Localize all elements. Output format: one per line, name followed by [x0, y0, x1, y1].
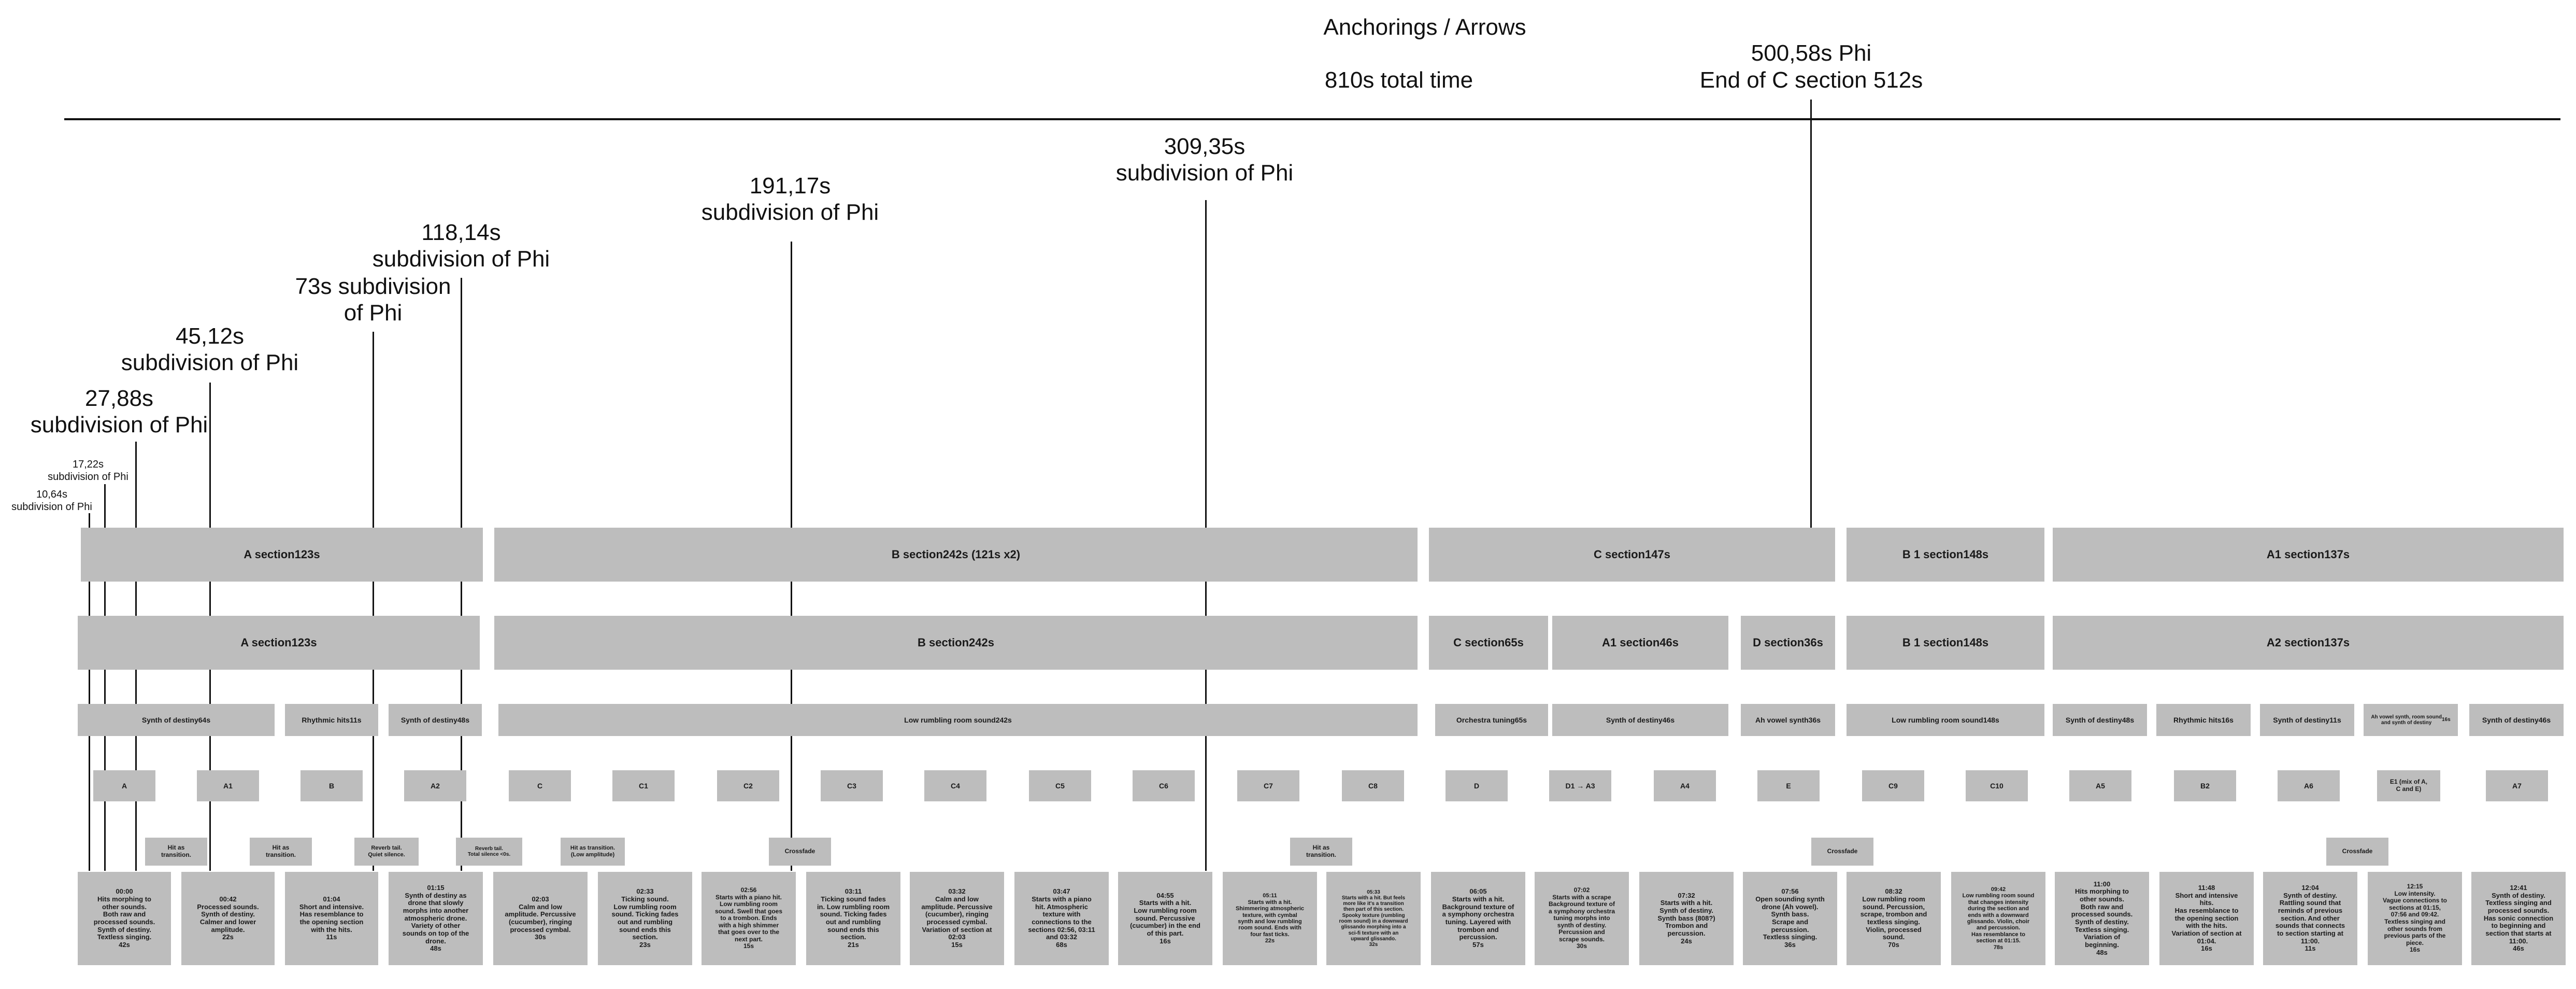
sound-box: Synth of destiny 48s — [2053, 704, 2147, 736]
sound-box: Ah vowel synth, room sound and synth of destiny 16s — [2364, 704, 2458, 736]
part-label: E1 (mix of A, C and E) — [2377, 770, 2440, 801]
description-box: 11:48 Short and intensive hits. Has resemblance to the opening section with the hits. Variation of section at 01:04. 16s — [2159, 872, 2254, 965]
total-time-label: 810s total time — [1324, 67, 1473, 93]
diagram-title: Anchorings / Arrows — [1323, 15, 1526, 40]
description-box: 01:15 Synth of destiny as drone that slowly morphs into another atmospheric drone. Variety of other sounds on top of the drone. 48s — [389, 872, 483, 965]
description-box: 12:15 Low intensity. Vague connections to sections at 01:15, 07:56 and 09:42. Textless singing and other sounds from previous parts of the piece. 16s — [2368, 872, 2462, 965]
subsection-box-a2: A2 section 137s — [2053, 616, 2564, 670]
description-box: 01:04 Short and intensive. Has resemblance to the opening section with the hits. 11s — [285, 872, 378, 965]
subsection-box-a1: A1 section 46s — [1552, 616, 1728, 670]
description-box: 06:05 Starts with a hit. Background texture of a symphony orchestra tuning. Layered with trombon and percussion. 57s — [1431, 872, 1525, 965]
transition-box: Hit as transition. (Low amplitude) — [561, 838, 625, 866]
part-label: C9 — [1862, 770, 1924, 801]
description-box: 11:00 Hits morphing to other sounds. Both raw and processed sounds. Synth of destiny. Textless singing. Variation of beginning. 48s — [2055, 872, 2149, 965]
sound-box: Synth of destiny 48s — [389, 704, 482, 736]
description-box: 07:56 Open sounding synth drone (Ah vowel). Synth bass. Scrape and percussion. Textless singing. 36s — [1743, 872, 1837, 965]
part-label: C4 — [924, 770, 986, 801]
sound-box: Rhythmic hits 11s — [285, 704, 378, 736]
sound-box: Low rumbling room sound 242s — [498, 704, 1418, 736]
subsection-box-a: A section 123s — [78, 616, 480, 670]
part-label: A2 — [404, 770, 466, 801]
part-label: A1 — [197, 770, 259, 801]
section-box-a1: A1 section 137s — [2053, 528, 2564, 582]
description-box: 05:11 Starts with a hit. Shimmering atmospheric texture, with cymbal synth and low rumbling room sound. Ends with four fast ticks. 22s — [1223, 872, 1317, 965]
sound-box: Orchestra tuning 65s — [1435, 704, 1548, 736]
sound-box: Synth of destiny 46s — [2469, 704, 2564, 736]
description-box: 07:02 Starts with a scrape Background texture of a symphony orchestra tuning morphs into synth of destiny. Percussion and scrape sounds. 30s — [1535, 872, 1629, 965]
part-label: C2 — [717, 770, 779, 801]
anchor-label-118-14: 118,14s subdivision of Phi — [372, 220, 550, 272]
subsection-box-b1: B 1 section 148s — [1847, 616, 2044, 670]
transition-box: Crossfade — [1811, 838, 1873, 866]
section-box-c: C section 147s — [1429, 528, 1835, 582]
description-box: 00:42 Processed sounds. Synth of destiny. Calmer and lower amplitude. 22s — [181, 872, 275, 965]
anchor-label-45-12: 45,12s subdivision of Phi — [121, 323, 299, 375]
transition-box: Hit as transition. — [1290, 838, 1352, 866]
description-box: 03:47 Starts with a piano hit. Atmospheric texture with connections to the sections 02:56, 03:11 and 03:32 68s — [1014, 872, 1109, 965]
section-box-b: B section 242s (121s x2) — [494, 528, 1418, 582]
transition-box: Crossfade — [2326, 838, 2388, 866]
subsection-box-c: C section 65s — [1429, 616, 1548, 670]
transition-box: Reverb tail. Quiet silence. — [354, 838, 419, 866]
sound-box: Low rumbling room sound 148s — [1847, 704, 2044, 736]
description-box: 03:32 Calm and low amplitude. Percussive (cucumber), ringing processed cymbal. Variation of section at 02:03 15s — [910, 872, 1004, 965]
section-box-a: A section 123s — [81, 528, 483, 582]
part-label: A7 — [2486, 770, 2548, 801]
part-label: B2 — [2174, 770, 2236, 801]
part-label: D1 → A3 — [1549, 770, 1611, 801]
sound-box: Synth of destiny 46s — [1552, 704, 1728, 736]
description-box: 07:32 Starts with a hit. Synth of destiny. Synth bass (808?) Trombon and percussion. 24s — [1639, 872, 1734, 965]
description-box: 12:41 Synth of destiny. Textless singing and processed sounds. Has sonic connection to beginning and section that starts at 11:00. 46s — [2471, 872, 2566, 965]
description-box: 02:03 Calm and low amplitude. Percussive (cucumber), ringing processed cymbal. 30s — [493, 872, 588, 965]
part-label: C10 — [1966, 770, 2028, 801]
sound-box: Synth of destiny 11s — [2260, 704, 2354, 736]
anchor-label-27-88: 27,88s subdivision of Phi — [30, 386, 208, 437]
part-label: C8 — [1342, 770, 1404, 801]
sound-box: Ah vowel synth 36s — [1741, 704, 1835, 736]
sound-box: Rhythmic hits 16s — [2156, 704, 2251, 736]
part-label: A5 — [2069, 770, 2131, 801]
part-label: C1 — [612, 770, 675, 801]
part-label: A6 — [2278, 770, 2340, 801]
description-box: 03:11 Ticking sound fades in. Low rumbling room sound. Ticking fades out and rumbling sound ends this section. 21s — [806, 872, 900, 965]
anchor-label-309-35: 309,35s subdivision of Phi — [1115, 134, 1294, 186]
part-label: C3 — [821, 770, 883, 801]
sound-box: Synth of destiny 64s — [78, 704, 275, 736]
description-box: 02:56 Starts with a piano hit. Low rumbling room sound. Swell that goes to a trombon. Ends with a high shimmer that goes over to the next part. 15s — [702, 872, 796, 965]
part-label: A — [93, 770, 155, 801]
part-label: E — [1757, 770, 1820, 801]
description-box: 12:04 Synth of destiny. Rattling sound that reminds of previous section. And other sounds that connects to section starting at 11:00. 11s — [2263, 872, 2357, 965]
transition-box: Hit as transition. — [145, 838, 207, 866]
section-box-b1: B 1 section 148s — [1847, 528, 2044, 582]
subsection-box-b: B section 242s — [494, 616, 1418, 670]
subsection-box-d: D section 36s — [1741, 616, 1835, 670]
description-box: 05:33 Starts with a hit. But feels more like it's a transition then part of this section. Spooky texture (rumbling room sound) in a downward glissando morphing into a sci-fi texture with an upward glissando. 32s — [1326, 872, 1421, 965]
anchor-line-73 — [373, 332, 374, 871]
anchor-label-73: 73s subdivision of Phi — [295, 274, 451, 326]
main-timeline-axis — [64, 118, 2560, 120]
anchor-label-10-64: 10,64s subdivision of Phi — [11, 489, 92, 513]
description-box: 04:55 Starts with a hit. Low rumbling room sound. Percussive (cucumber) in the end of this part. 16s — [1118, 872, 1212, 965]
description-box: 02:33 Ticking sound. Low rumbling room sound. Ticking fades out and rumbling sound ends this section. 23s — [598, 872, 692, 965]
anchor-label-191-17: 191,17s subdivision of Phi — [701, 173, 879, 225]
phi-arrow-line — [1810, 100, 1812, 531]
part-label: C — [509, 770, 571, 801]
phi-end-c-label: End of C section 512s — [1699, 67, 1923, 93]
transition-box: Reverb tail. Total silence <0s. — [456, 838, 522, 866]
transition-box: Crossfade — [769, 838, 831, 866]
part-label: A4 — [1654, 770, 1716, 801]
anchor-label-17-22: 17,22s subdivision of Phi — [48, 459, 128, 483]
description-box: 00:00 Hits morphing to other sounds. Both raw and processed sounds. Synth of destiny. Textless singing. 42s — [78, 872, 171, 965]
transition-box: Hit as transition. — [250, 838, 312, 866]
phi-value-label: 500,58s Phi — [1751, 40, 1872, 66]
part-label: D — [1446, 770, 1508, 801]
part-label: C7 — [1237, 770, 1299, 801]
description-box: 08:32 Low rumbling room sound. Percussion, scrape, trombon and textless singing. Violin, processed sound. 70s — [1847, 872, 1941, 965]
part-label: B — [300, 770, 363, 801]
description-box: 09:42 Low rumbling room sound that changes intensity during the section and ends with a downward glissando. Violin, choir and percussion. Has resemblance to section at 01:15. 78s — [1951, 872, 2045, 965]
part-label: C5 — [1029, 770, 1091, 801]
part-label: C6 — [1133, 770, 1195, 801]
